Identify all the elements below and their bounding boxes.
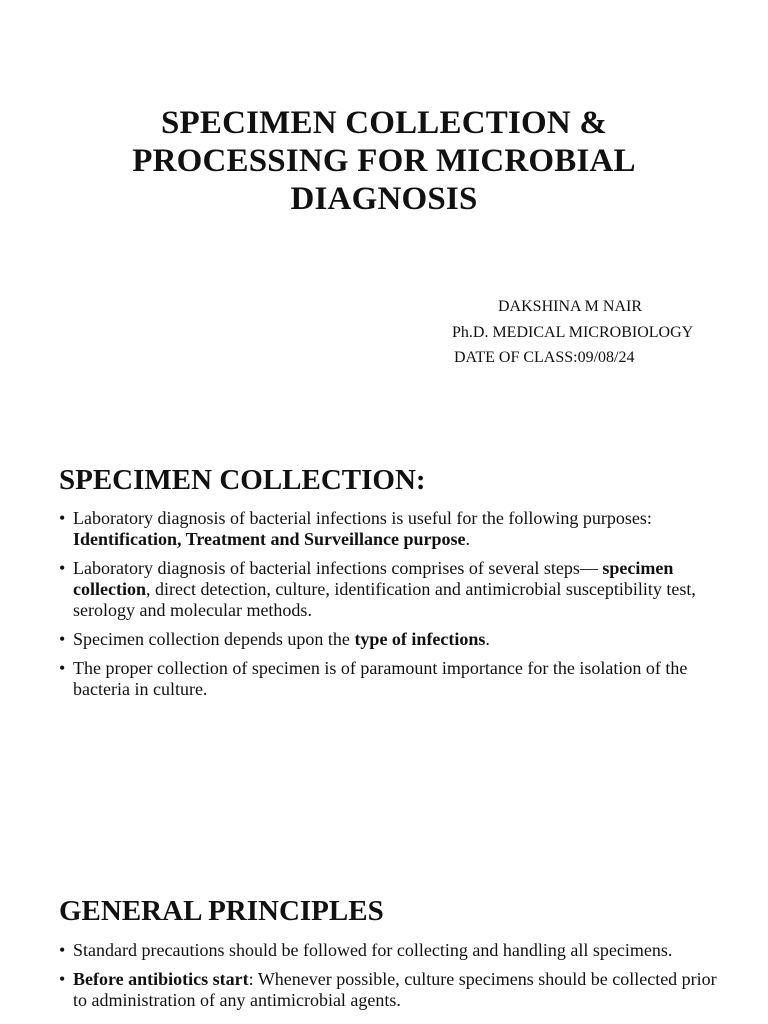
title-line-3: DIAGNOSIS	[290, 181, 478, 217]
item-bold-text: Identification, Treatment and Surveillance purpose	[73, 529, 466, 549]
section-heading-general-principles: GENERAL PRINCIPLES	[59, 895, 384, 927]
section-heading-specimen-collection: SPECIMEN COLLECTION:	[59, 464, 426, 496]
bullet-icon: •	[59, 558, 66, 578]
item-text: Specimen collection depends upon the	[73, 629, 355, 649]
list-item	[59, 508, 719, 550]
item-text-end: : Whenever possible, culture specimens should be collected prior to administration of any antimicrobial agents.	[73, 969, 717, 1010]
bullet-icon: •	[59, 629, 66, 649]
list-item	[59, 629, 719, 650]
list-item	[59, 969, 719, 1011]
item-text: Standard precautions should be followed for collecting and handling all specimens.	[73, 940, 673, 960]
page-title	[60, 104, 708, 218]
author-info	[420, 294, 720, 371]
author-name: DAKSHINA M NAIR	[498, 298, 643, 315]
bullet-icon: •	[59, 508, 66, 528]
item-text-end: .	[465, 529, 471, 549]
general-principles-list	[59, 940, 719, 1019]
bullet-icon: •	[59, 969, 66, 989]
class-date: DATE OF CLASS:09/08/24	[454, 349, 635, 366]
bullet-icon: •	[59, 658, 66, 678]
item-bold-text: Before antibiotics start	[73, 969, 249, 989]
bullet-icon: •	[59, 940, 66, 960]
list-item	[59, 940, 719, 961]
item-text-end: .	[485, 629, 490, 649]
author-degree: Ph.D. MEDICAL MICROBIOLOGY	[452, 323, 694, 341]
list-item	[59, 558, 719, 621]
item-text: Laboratory diagnosis of bacterial infections comprises of several steps—	[73, 558, 603, 578]
title-line-2: PROCESSING FOR MICROBIAL	[132, 143, 636, 179]
item-text-end: , direct detection, culture, identification and antimicrobial susceptibility test, serology and molecular methods.	[73, 579, 696, 620]
specimen-collection-list	[59, 508, 719, 708]
item-bold-text: type of infections	[354, 629, 486, 649]
list-item	[59, 658, 719, 700]
item-text: Laboratory diagnosis of bacterial infections is useful for the following purposes:	[73, 508, 652, 528]
item-text: The proper collection of specimen is of paramount importance for the isolation of the bacteria in culture.	[73, 658, 688, 699]
item-bold-text: specimen collection	[73, 558, 674, 599]
title-line-1: SPECIMEN COLLECTION &	[160, 105, 608, 141]
